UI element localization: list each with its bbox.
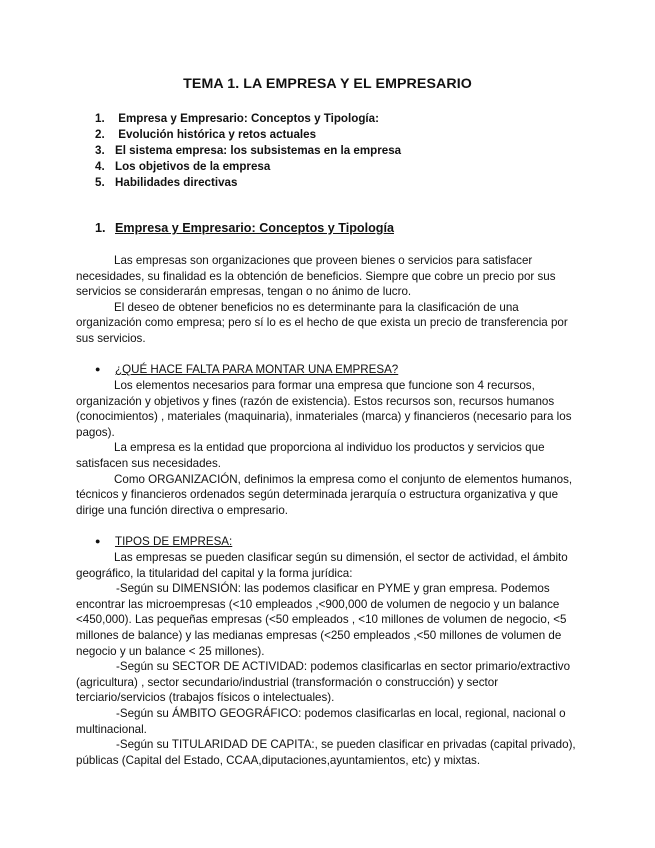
toc-item [95,175,401,191]
bullet-heading [95,362,398,378]
bullet-label: ¿QUÉ HACE FALTA PARA MONTAR UNA EMPRESA? [115,363,399,376]
paragraph: -Según su DIMENSIÓN: las podemos clasificar en PYME y gran empresa. Podemos encontrar las microempresas (<10 empleados ,<900,000 de volumen de negocio y un balance <450,000). Las pequeñas empresas (<50 empleados , <10 millones de volumen de negocio, <5 millones de balance) y las medianas empresas (<250 empleados ,<50 millones de volumen de negocio y un balance < 25 millones). [76,582,567,658]
paragraph: Las empresas son organizaciones que proveen bienes o servicios para satisfacer necesidades, su finalidad es la obtención de beneficios. Siempre que cobre un precio por sus servicios se considerarán empresas, tengan o no ánimo de lucro. [76,254,556,299]
paragraph: -Según su SECTOR DE ACTIVIDAD: podemos clasificarlas en sector primario/extractivo (agricultura) , sector secundario/industrial (transformación o construcción) y sector terciario/servicios (trabajos físicos o intelectuales). [76,660,571,705]
toc-item [95,143,401,159]
toc-item-number: 5. [95,176,105,189]
section-title: Empresa y Empresario: Conceptos y Tipología [115,221,395,235]
paragraph: -Según su TITULARIDAD DE CAPITA:, se pueden clasificar en privadas (capital privado), públicas (Capital del Estado, CCAA,diputaciones,ayuntamientos, etc) y mixtas. [76,738,576,767]
table-of-contents [95,111,401,191]
paragraph: Como ORGANIZACIÓN, definimos la empresa como el conjunto de elementos humanos, técnicos y financieros ordenados según determinada jerarquía o estructura organizativa y que dirige una función directiva o empresario. [76,472,573,517]
toc-item-number: 1. [95,112,105,125]
toc-item [95,111,401,127]
paragraph: -Según su ÁMBITO GEOGRÁFICO: podemos clasificarlas en local, regional, nacional o multinacional. [76,706,566,736]
bullet-icon: ● [95,536,101,546]
toc-item-number: 2. [95,128,105,141]
toc-item [95,159,401,175]
section-number: 1. [95,221,106,235]
toc-item-number: 4. [95,160,105,173]
bullet-heading [95,534,232,550]
toc-item-label: Evolución histórica y retos actuales [115,128,317,141]
bullet-icon: ● [95,364,101,374]
toc-item [95,127,401,143]
section-intro [76,253,576,347]
document-title: TEMA 1. LA EMPRESA Y EL EMPRESARIO [183,76,472,92]
toc-item-label: Habilidades directivas [115,176,238,189]
paragraph: La empresa es la entidad que proporciona al individuo los productos y servicios que satisfacen sus necesidades. [76,441,545,470]
toc-item-label: El sistema empresa: los subsistemas en la empresa [115,144,402,157]
bullet-body [76,378,576,518]
bullet-body [76,550,576,768]
toc-item-label: Empresa y Empresario: Conceptos y Tipología: [115,112,379,125]
toc-item-number: 3. [95,144,105,157]
paragraph: Las empresas se pueden clasificar según su dimensión, el sector de actividad, el ámbito geográfico, la titularidad del capital y la forma jurídica: [76,551,568,580]
paragraph: Los elementos necesarios para formar una empresa que funcione son 4 recursos, organización y objetivos y fines (razón de existencia). Estos recursos son, recursos humanos (conocimientos) , materiales (maquinaria), inmateriales (marca) y financieros (necesario para los pagos). [76,379,572,439]
section-heading [95,221,394,237]
paragraph: El deseo de obtener beneficios no es determinante para la clasificación de una organización como empresa; pero sí lo es el hecho de que exista un precio de transferencia por sus servicios. [76,300,568,345]
toc-item-label: Los objetivos de la empresa [115,160,271,173]
bullet-label: TIPOS DE EMPRESA: [115,535,233,548]
